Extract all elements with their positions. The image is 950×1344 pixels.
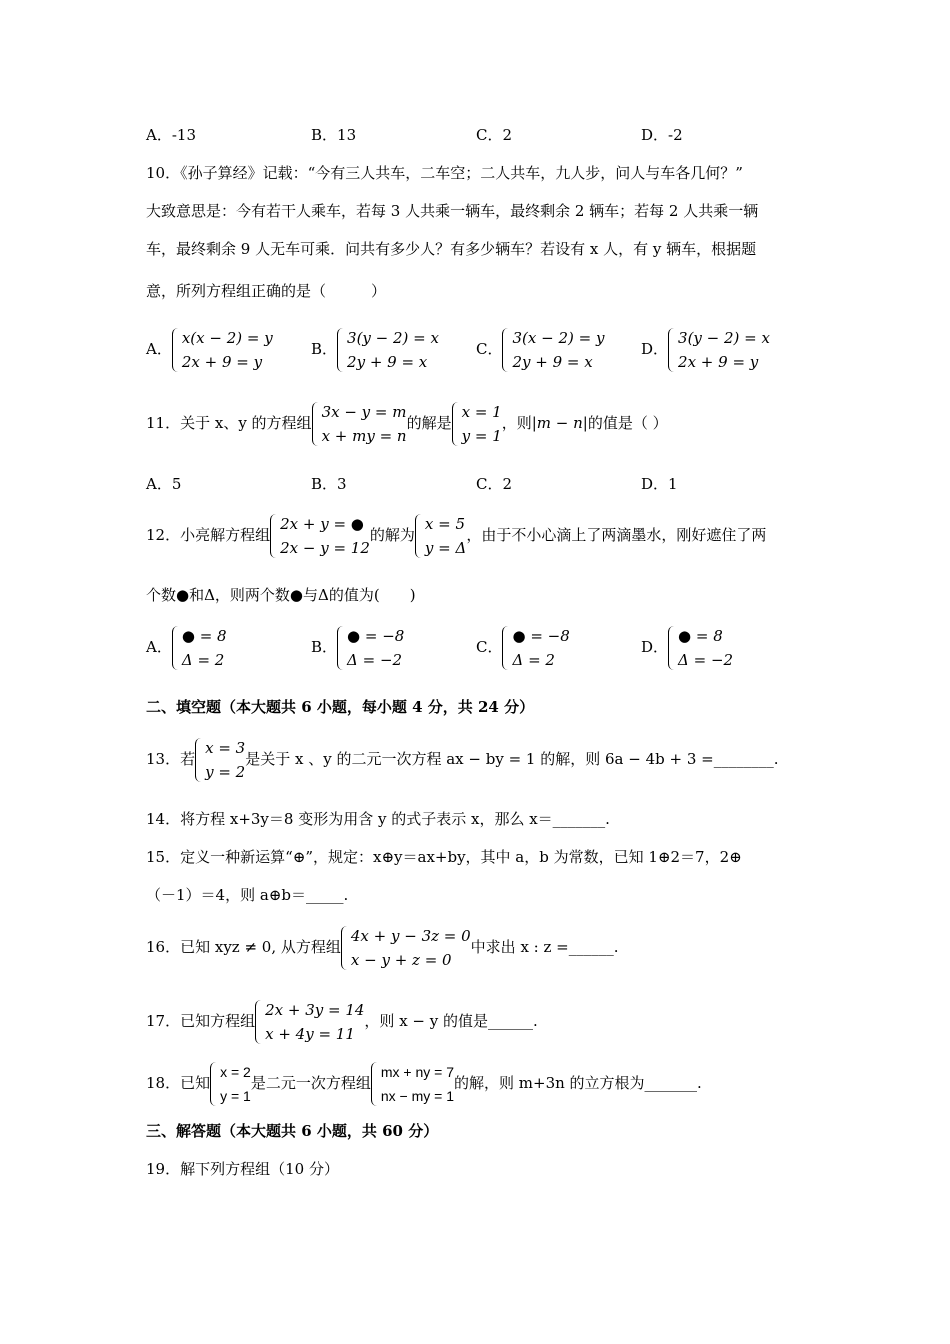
q12-option-a: A． ● = 8 Δ = 2 (146, 624, 227, 672)
section-2-heading: 二、填空题（本大题共 6 小题，每小题 4 分，共 24 分） (146, 698, 535, 716)
q9-option-c: C．2 (476, 126, 513, 144)
q9-option-a: A．-13 (146, 126, 196, 144)
q17-stem: 17．已知方程组 2x + 3y = 14 x + 4y = 11 ，则 x − y 的值是______. (146, 998, 538, 1046)
q11-option-b: B．3 (311, 475, 347, 493)
q14-stem: 14．将方程 x+3y＝8 变形为用含 y 的式子表示 x，那么 x＝_______. (146, 810, 610, 828)
q10-line3: 车，最终剩余 9 人无车可乘．问共有多少人？有多少辆车？若设有 x 人，有 y 辆车，根据题 (146, 240, 757, 258)
q13-blank: ________ (713, 750, 774, 768)
q18-stem: 18．已知 x = 2 y = 1 是二元一次方程组 mx + ny = 7 nx − my = 1 的解，则 m+3n 的立方根为_______. (146, 1060, 702, 1108)
q16-stem: 16．已知 xyz ≠ 0, 从方程组 4x + y − 3z = 0 x − y + z = 0 中求出 x : z =______. (146, 924, 619, 972)
q11-option-d: D．1 (641, 475, 678, 493)
q12-stem: 12．小亮解方程组 2x + y = ● 2x − y = 12 的解为 x = 5 y = Δ ，由于不小心滴上了两滴墨水，刚好遮住了两 (146, 512, 766, 560)
section-3-heading: 三、解答题（本大题共 6 小题，共 60 分） (146, 1122, 439, 1140)
q10-line2: 大致意思是：今有若干人乘车，若每 3 人共乘一辆车，最终剩余 2 辆车；若每 2 人共乘一辆 (146, 202, 759, 220)
q12-option-b: B． ● = −8 Δ = −2 (311, 624, 404, 672)
q12-option-c: C． ● = −8 Δ = 2 (476, 624, 570, 672)
q10-option-d: D． 3(y − 2) = x 2x + 9 = y (641, 326, 770, 374)
q12-line2: 个数●和Δ，则两个数●与Δ的值为( ) (146, 586, 416, 604)
q10-option-c: C． 3(x − 2) = y 2y + 9 = x (476, 326, 604, 374)
q12-option-d: D． ● = 8 Δ = −2 (641, 624, 733, 672)
q11-stem: 11．关于 x、y 的方程组 3x − y = m x + my = n 的解是 x = 1 y = 1 ，则|m − n|的值是（ ） (146, 400, 668, 448)
q15-line2: （－1）＝4，则 a⊕b＝_____. (146, 886, 349, 904)
q10-line1: 10．《孙子算经》记载：“今有三人共车，二车空；二人共车，九人步，问人与车各几何？” (146, 164, 743, 182)
q13-stem: 13．若 x = 3 y = 2 是关于 x 、y 的二元一次方程 ax − by = 1 的解，则 6a − 4b + 3 =________. (146, 736, 779, 784)
q11-option-a: A．5 (146, 475, 182, 493)
q19-stem: 19．解下列方程组（10 分） (146, 1160, 339, 1178)
q9-option-b: B．13 (311, 126, 357, 144)
q10-option-a: A． x(x − 2) = y 2x + 9 = y (146, 326, 273, 374)
q11-option-c: C．2 (476, 475, 513, 493)
q15-line1: 15．定义一种新运算“⊕”，规定：x⊕y＝ax+by，其中 a，b 为常数，已知 1⊕2＝7，2⊕ (146, 848, 742, 866)
q9-option-d: D．-2 (641, 126, 683, 144)
q10-line4: 意，所列方程组正确的是（ ） (146, 282, 387, 300)
q10-option-b: B． 3(y − 2) = x 2y + 9 = x (311, 326, 439, 374)
